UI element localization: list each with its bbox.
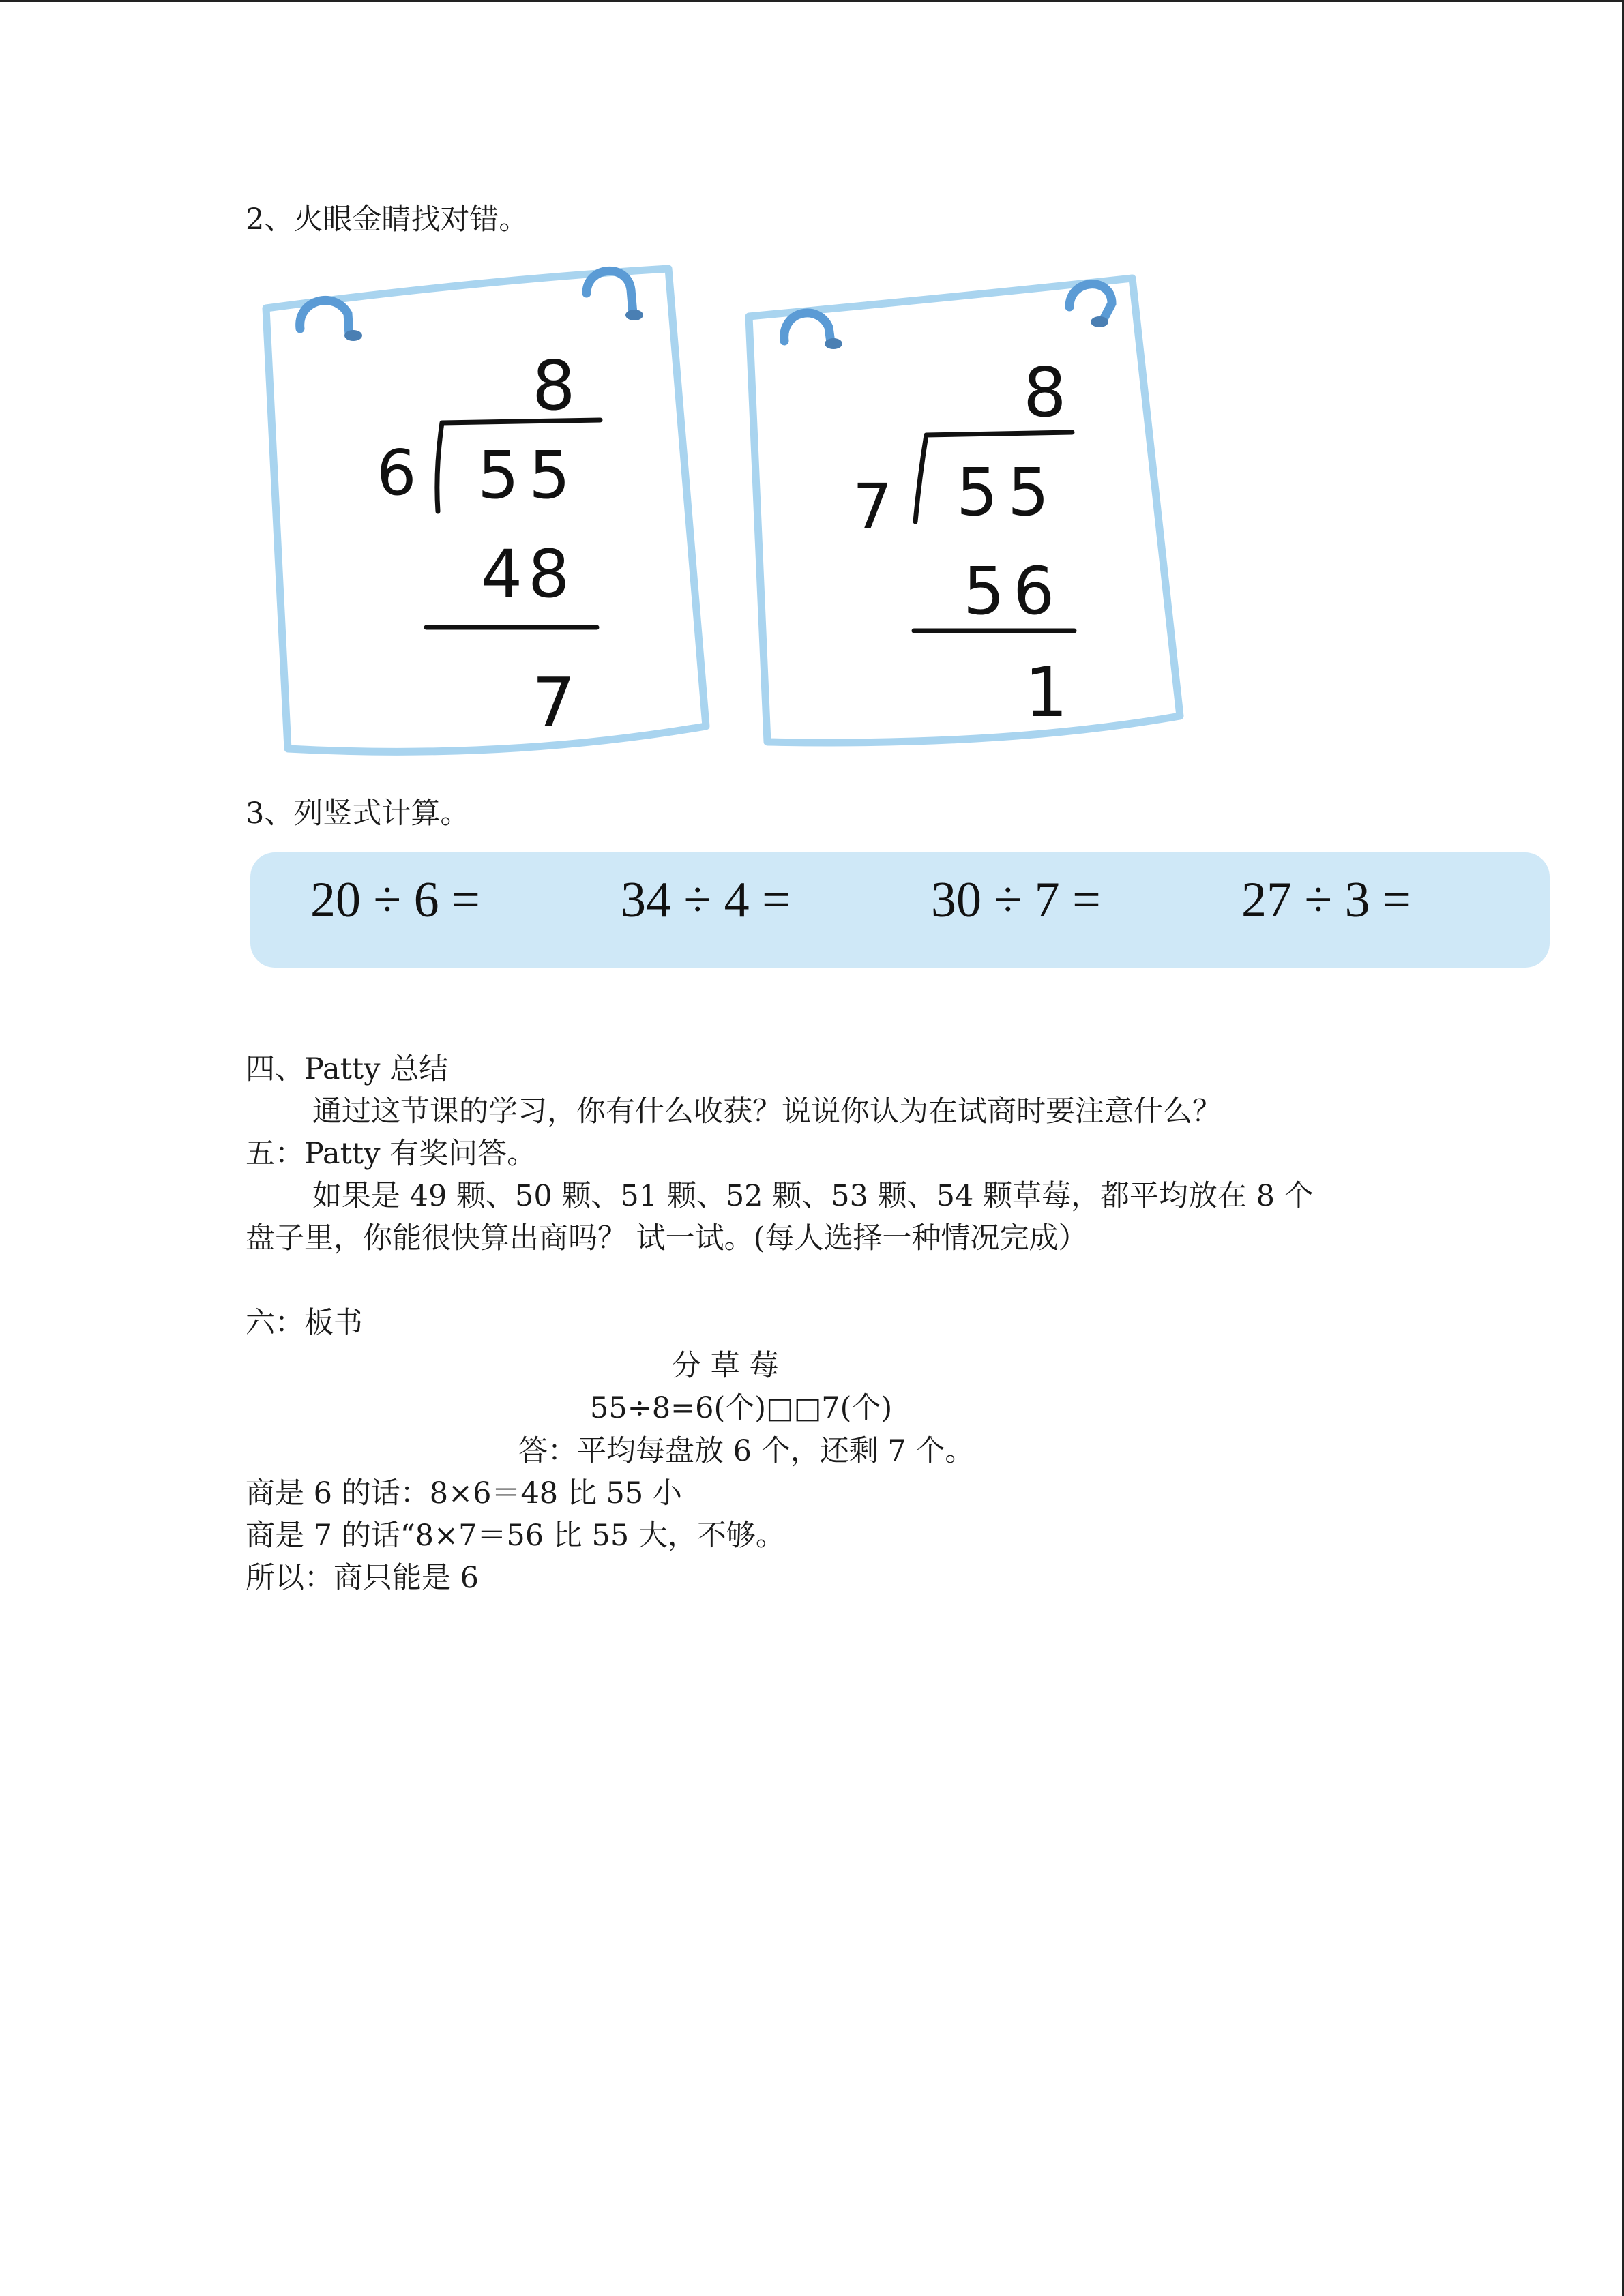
equation-1: 20 ÷ 6 = [310,872,480,928]
board-answer: 答：平均每盘放 6 个，还剩 7 个。 [518,1434,975,1468]
card2-product: 56 [963,553,1063,629]
q2-title: 2、火眼金睛找对错。 [246,203,529,237]
board-title: 分 草 莓 [672,1349,779,1383]
calendar-card-1 [259,266,723,771]
section6-line3: 所以：商只能是 6 [246,1561,479,1595]
equation-4: 27 ÷ 3 = [1241,872,1411,928]
section6-title: 六：板书 [246,1306,363,1340]
calendar-card-2 [743,273,1194,764]
section4-body: 通过这节课的学习，你有什么收获？说说你认为在试商时要注意什么？ [312,1094,1222,1129]
card1-quotient: 8 [532,346,576,426]
card2-divisor: 7 [853,471,893,543]
section5-line2: 盘子里，你能很快算出商吗？ 试一试。(每人选择一种情况完成） [246,1221,1088,1255]
equation-3: 30 ÷ 7 = [931,872,1101,928]
section5-title: 五：Patty 有奖问答。 [246,1137,537,1171]
card1-divisor: 6 [377,436,417,509]
equation-2: 34 ÷ 4 = [621,872,791,928]
board-equation: 55÷8=6(个)□□7(个) [590,1391,893,1425]
card2-dividend: 55 [956,454,1059,531]
section5-line1: 如果是 49 颗、50 颗、51 颗、52 颗、53 颗、54 颗草莓，都平均放在 8 个 [312,1179,1314,1213]
page-top-border [0,0,1624,2]
q3-title: 3、列竖式计算。 [246,796,470,831]
card2-quotient: 8 [1023,353,1067,432]
card1-dividend: 55 [477,437,580,513]
card2-remainder: 1 [1024,653,1068,732]
card1-product: 48 [481,536,576,612]
section6-line1: 商是 6 的话：8×6＝48 比 55 小 [246,1476,682,1510]
section4-title: 四、Patty 总结 [246,1052,449,1086]
section6-line2: 商是 7 的话“8×7＝56 比 55 大，不够。 [246,1519,785,1553]
card1-remainder: 7 [532,663,576,743]
